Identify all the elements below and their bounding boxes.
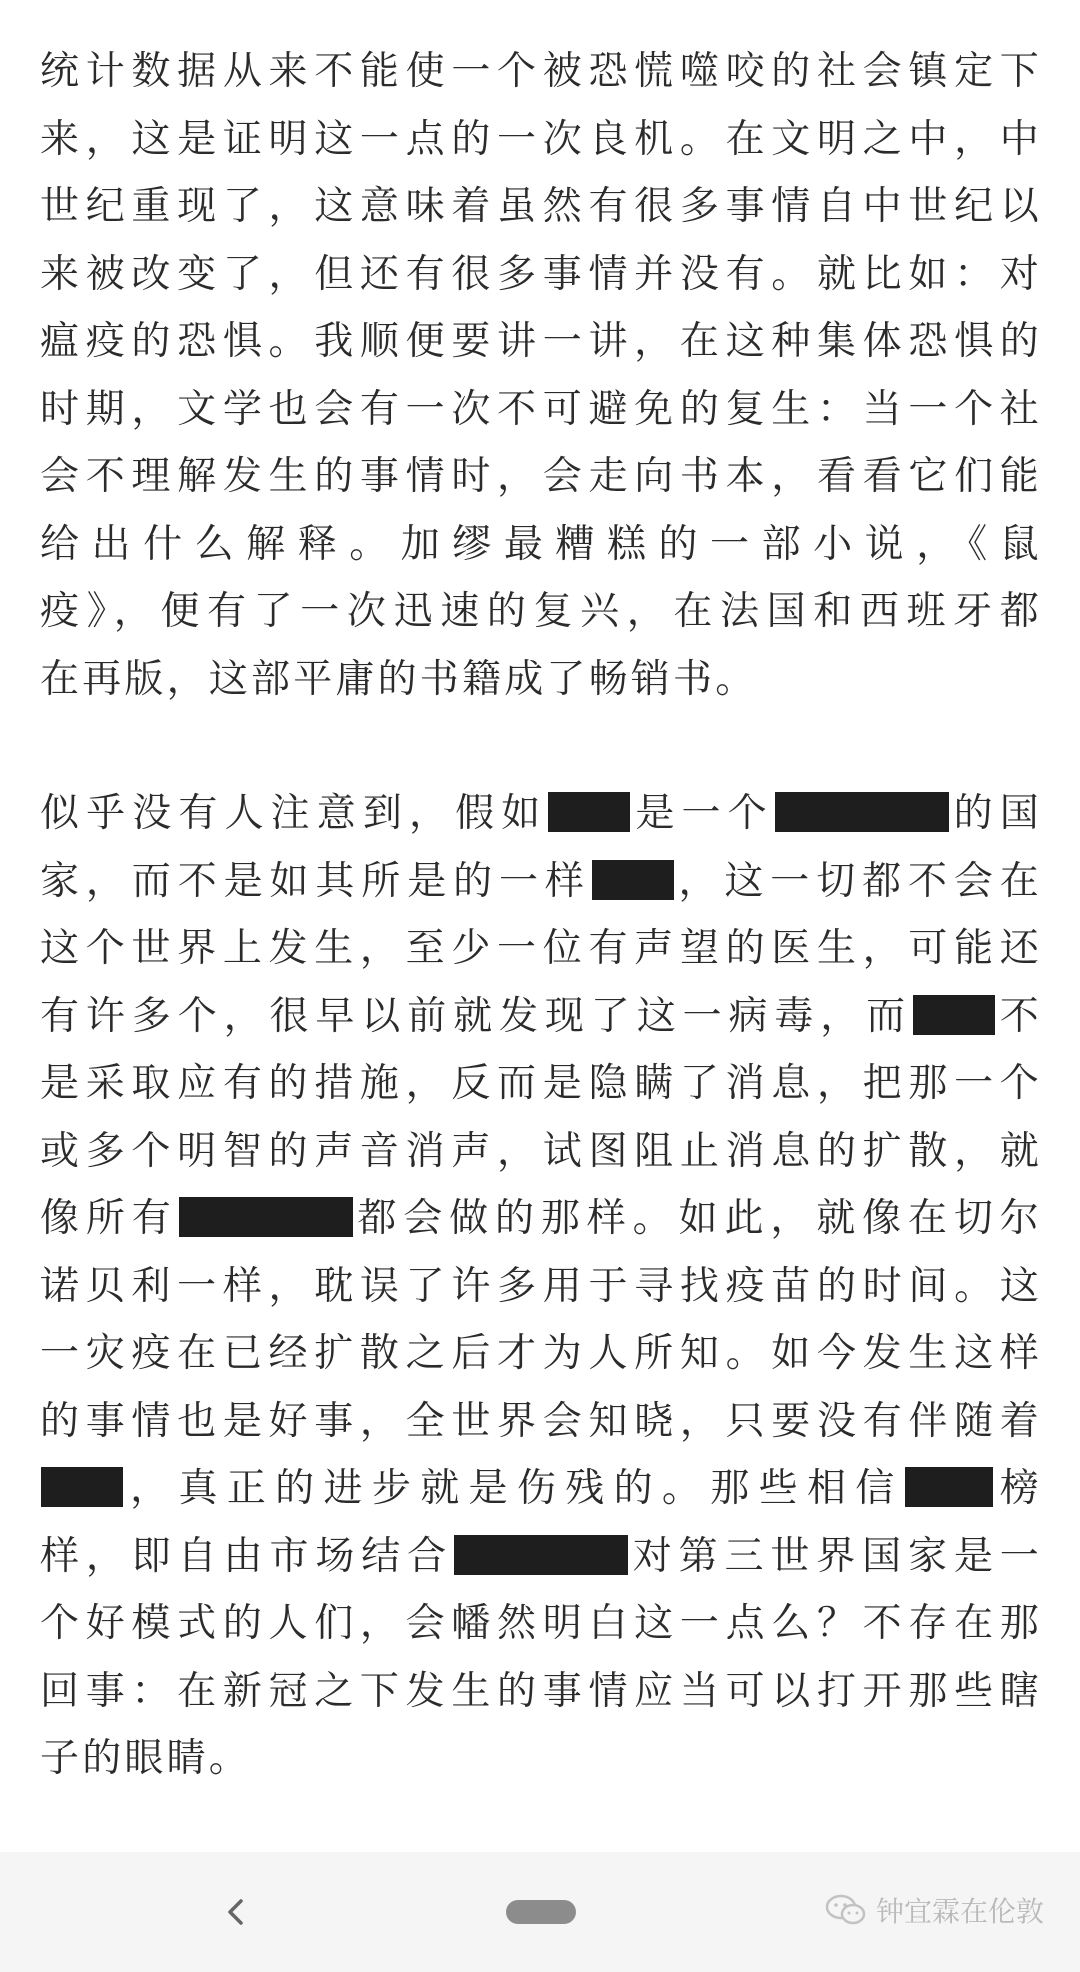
text-line: 或多个明智的声音消声，试图阻止消息的扩散，就 — [40, 1128, 1042, 1174]
redaction-block — [41, 1467, 123, 1507]
text-line — [40, 780, 1042, 848]
back-button[interactable] — [216, 1892, 256, 1932]
text-line: 回事：在新冠之下发生的事情应当可以打开那些瞎 — [40, 1668, 1042, 1714]
redaction-block — [775, 792, 949, 832]
text-line: 瘟疫的恐惧。我顺便要讲一讲，在这种集体恐惧的 — [40, 319, 1042, 364]
text-segment: 的国 — [949, 791, 1043, 836]
redaction-block — [179, 1197, 353, 1237]
text-segment: 似乎没有人注意到，假如 — [40, 791, 548, 836]
text-segment: 都会做的那样。如此，就像在切尔 — [353, 1196, 1042, 1241]
text-line: 时期，文学也会有一次不可避免的复生：当一个社 — [40, 386, 1042, 432]
chevron-left-icon — [216, 1892, 256, 1932]
text-line — [40, 848, 1042, 916]
text-line: 来被改变了，但还有很多事情并没有。就比如：对 — [40, 251, 1042, 297]
redaction-block — [592, 860, 674, 900]
text-line: 在再版，这部平庸的书籍成了畅销书。 — [40, 656, 758, 702]
text-line — [40, 1185, 1042, 1253]
text-line: 这个世界上发生，至少一位有声望的医生，可能还 — [40, 926, 1042, 971]
text-line: 的事情也是好事，全世界会知晓，只要没有伴随着 — [40, 1398, 1042, 1444]
text-line: 个好模式的人们，会幡然明白这一点么？不存在那 — [40, 1601, 1042, 1646]
text-line — [40, 983, 1042, 1051]
text-line — [40, 1455, 1042, 1523]
text-line: 子的眼睛。 — [40, 1736, 252, 1781]
redaction-block — [913, 995, 995, 1035]
text-line: 诺贝利一样，耽误了许多用于寻找疫苗的时间。这 — [40, 1263, 1042, 1309]
account-watermark — [824, 1890, 1044, 1930]
text-line: 会不理解发生的事情时，会走向书本，看看它们能 — [40, 454, 1042, 499]
text-segment: 家，而不是如其所是的一样 — [40, 858, 591, 904]
text-segment: 有许多个，很早以前就发现了这一病毒，而 — [40, 993, 913, 1039]
text-segment: 样，即自由市场结合 — [40, 1533, 453, 1579]
watermark-text: 钟宜霖在伦敦 — [875, 1895, 1044, 1928]
home-button[interactable] — [506, 1900, 576, 1924]
text-line: 是采取应有的措施，反而是隐瞒了消息，把那一个 — [40, 1061, 1042, 1106]
text-line: 一灾疫在已经扩散之后才为人所知。如今发生这样 — [40, 1331, 1042, 1376]
text-line: 给出什么解释。加缪最糟糕的一部小说，《鼠 — [40, 521, 1042, 567]
text-segment: 榜 — [993, 1466, 1043, 1511]
text-segment: ，真正的进步就是伤残的。那些相信 — [124, 1466, 904, 1511]
text-line: 统计数据从来不能使一个被恐慌噬咬的社会镇定下 — [40, 49, 1042, 94]
wechat-icon — [824, 1892, 868, 1928]
redaction-block — [548, 792, 630, 832]
text-segment: 像所有 — [40, 1196, 178, 1241]
paragraph-2 — [40, 780, 1042, 1793]
redaction-block — [454, 1535, 628, 1575]
text-line: 世纪重现了，这意味着虽然有很多事情自中世纪以 — [40, 184, 1042, 229]
text-segment: 对第三世界国家是一 — [629, 1533, 1042, 1579]
text-line: 来，这是证明这一点的一次良机。在文明之中，中 — [40, 116, 1042, 162]
text-segment: 是一个 — [631, 791, 774, 836]
text-line: 疫》，便有了一次迅速的复兴，在法国和西班牙都 — [40, 589, 1042, 634]
redaction-block — [905, 1467, 993, 1507]
text-segment: 不 — [996, 993, 1042, 1039]
system-navigation-bar — [0, 1852, 1080, 1972]
text-line — [40, 1523, 1042, 1591]
paragraph-1 — [40, 38, 1042, 713]
text-segment: ，这一切都不会在 — [674, 858, 1042, 904]
